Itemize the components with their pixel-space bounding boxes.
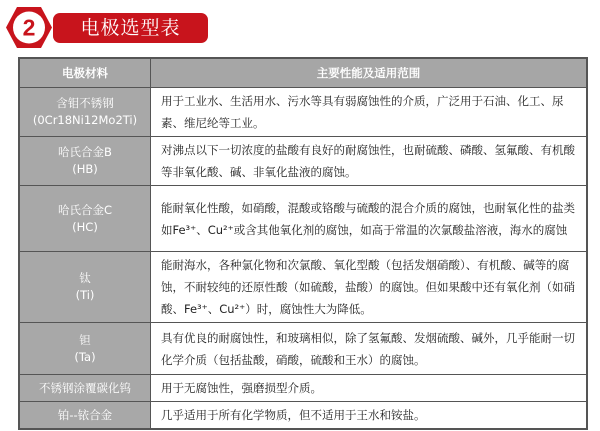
table-header-row	[19, 58, 587, 88]
material-cell	[19, 375, 151, 402]
column-header-material: 电极材料	[19, 58, 151, 88]
material-name: 钛	[79, 271, 91, 285]
page-title: 电极选型表	[53, 13, 208, 43]
material-cell	[19, 186, 151, 252]
material-cell	[19, 323, 151, 375]
material-code: (Ti)	[75, 288, 95, 302]
material-name: 哈氏合金B	[58, 145, 112, 159]
material-name: 含钼不锈钢	[56, 96, 114, 110]
table-row	[19, 252, 587, 323]
properties-cell: 对沸点以下一切浓度的盐酸有良好的耐腐蚀性，也耐硫酸、磷酸、氢氟酸、有机酸等非氧化酸、碱、非氧化盐液的腐蚀。	[151, 137, 588, 186]
table-row	[19, 186, 587, 252]
electrode-selection-table	[18, 57, 588, 430]
table-row	[19, 375, 587, 402]
step-number-badge	[6, 7, 52, 48]
table-row	[19, 402, 587, 430]
badge-number: 2	[22, 14, 36, 41]
material-cell	[19, 137, 151, 186]
properties-cell: 几乎适用于所有化学物质，但不适用于王水和铵盐。	[151, 402, 588, 430]
table-row	[19, 88, 587, 137]
table-row	[19, 323, 587, 375]
material-name: 铂--铱合金	[57, 407, 113, 422]
properties-cell: 用于无腐蚀性，强磨损型介质。	[151, 375, 588, 402]
material-cell	[19, 402, 151, 430]
properties-cell: 具有优良的耐腐蚀性，和玻璃相似，除了氢氟酸、发烟硫酸、碱外，几乎能耐一切化学介质（包括盐酸，硝酸，硫酸和王水）的腐蚀。	[151, 323, 588, 375]
material-code: (HB)	[72, 162, 98, 176]
material-code: (Ta)	[74, 349, 96, 364]
material-code: (0Cr18Ni12Mo2Ti)	[32, 113, 138, 127]
material-name: 哈氏合金C	[57, 202, 113, 217]
material-name: 不锈钢涂覆碳化钨	[39, 380, 131, 395]
properties-cell: 能耐海水，各种氯化物和次氯酸、氧化型酸（包括发烟硝酸）、有机酸、碱等的腐蚀，不耐较纯的还原性酸（如硫酸，盐酸）的腐蚀。但如果酸中还有氧化剂（如硝酸、Fe³⁺、Cu²⁺）时，腐蚀性大为降低。	[151, 252, 588, 323]
material-name: 钽	[79, 332, 91, 347]
material-cell	[19, 88, 151, 137]
properties-cell: 用于工业水、生活用水、污水等具有弱腐蚀性的介质，广泛用于石油、化工、尿素、维尼纶等工业。	[151, 88, 588, 137]
material-code: (HC)	[72, 219, 98, 234]
table-row	[19, 137, 587, 186]
material-cell	[19, 252, 151, 323]
column-header-properties: 主要性能及适用范围	[151, 58, 588, 88]
properties-cell: 能耐氧化性酸，如硝酸，混酸或铬酸与硫酸的混合介质的腐蚀，也耐氧化性的盐类如Fe³⁺、Cu²⁺或含其他氧化剂的腐蚀，如高于常温的次氯酸盐溶液，海水的腐蚀	[151, 186, 588, 252]
